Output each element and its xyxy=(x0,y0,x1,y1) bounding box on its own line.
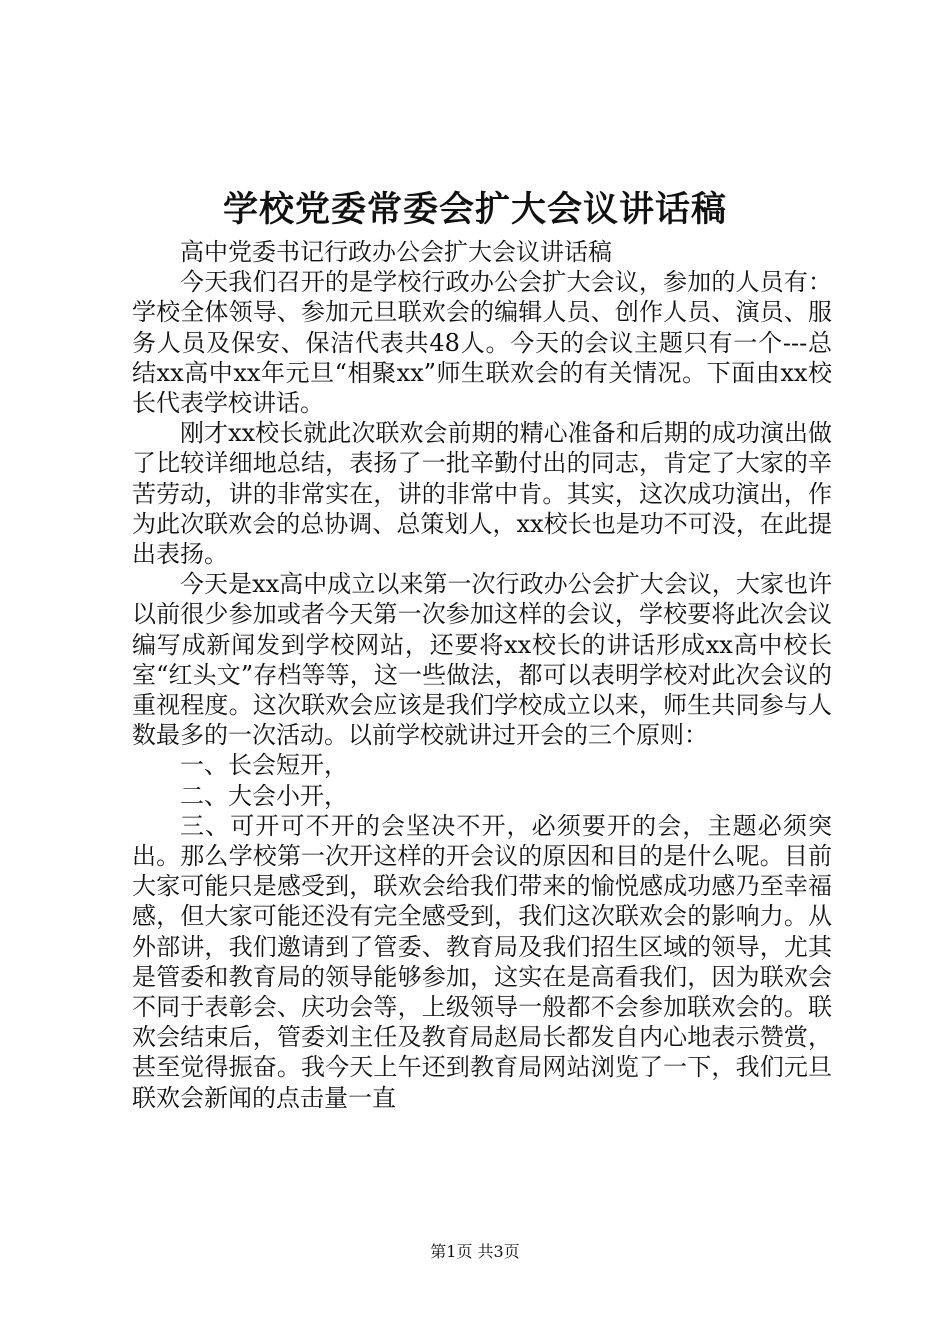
paragraph-1: 今天我们召开的是学校行政办公会扩大会议，参加的人员有：学校全体领导、参加元旦联欢会的编辑人员、创作人员、演员、服务人员及保安、保洁代表共48人。今天的会议主题只有一个---总结xx高中xx年元旦“相聚xx”师生联欢会的有关情况。下面由xx校长代表学校讲话。 xyxy=(132,268,832,418)
paragraph-3: 今天是xx高中成立以来第一次行政办公会扩大会议，大家也许以前很少参加或者今天第一次参加这样的会议，学校要将此次会议编写成新闻发到学校网站，还要将xx校长的讲话形成xx高中校长室“红头文”存档等等，这一些做法，都可以表明学校对此次会议的重视程度。这次联欢会应该是我们学校成立以来，师生共同参与人数最多的一次活动。以前学校就讲过开会的三个原则： xyxy=(132,570,832,750)
principle-item-2: 二、大会小开， xyxy=(180,781,348,810)
paragraph-2: 刚才xx校长就此次联欢会前期的精心准备和后期的成功演出做了比较详细地总结，表扬了一批辛勤付出的同志，肯定了大家的辛苦劳动，讲的非常实在，讲的非常中肯。其实，这次成功演出，作为此次联欢会的总协调、总策划人，xx校长也是功不可没，在此提出表扬。 xyxy=(132,419,832,569)
document-body xyxy=(132,237,832,1113)
principle-item-3: 三、可开可不开的会坚决不开，必须要开的会，主题必须突出。那么学校第一次开这样的开会议的原因和目的是什么呢。目前大家可能只是感受到，联欢会给我们带来的愉悦感成功感乃至幸福感，但大家可能还没有完全感受到，我们这次联欢会的影响力。从外部讲，我们邀请到了管委、教育局及我们招生区域的领导，尤其是管委和教育局的领导能够参加，这实在是高看我们，因为联欢会不同于表彰会、庆功会等，上级领导一般都不会参加联欢会的。联欢会结束后，管委刘主任及教育局赵局长都发自内心地表示赞赏，甚至觉得振奋。我今天上午还到教育局网站浏览了一下，我们元旦联欢会新闻的点击量一直 xyxy=(132,811,832,1112)
document-title: 学校党委常委会扩大会议讲话稿 xyxy=(222,189,727,230)
document-subtitle: 高中党委书记行政办公会扩大会议讲话稿 xyxy=(180,238,612,266)
principle-item-1: 一、长会短开， xyxy=(180,751,348,780)
page-footer: 第1页 共3页 xyxy=(430,1242,520,1261)
